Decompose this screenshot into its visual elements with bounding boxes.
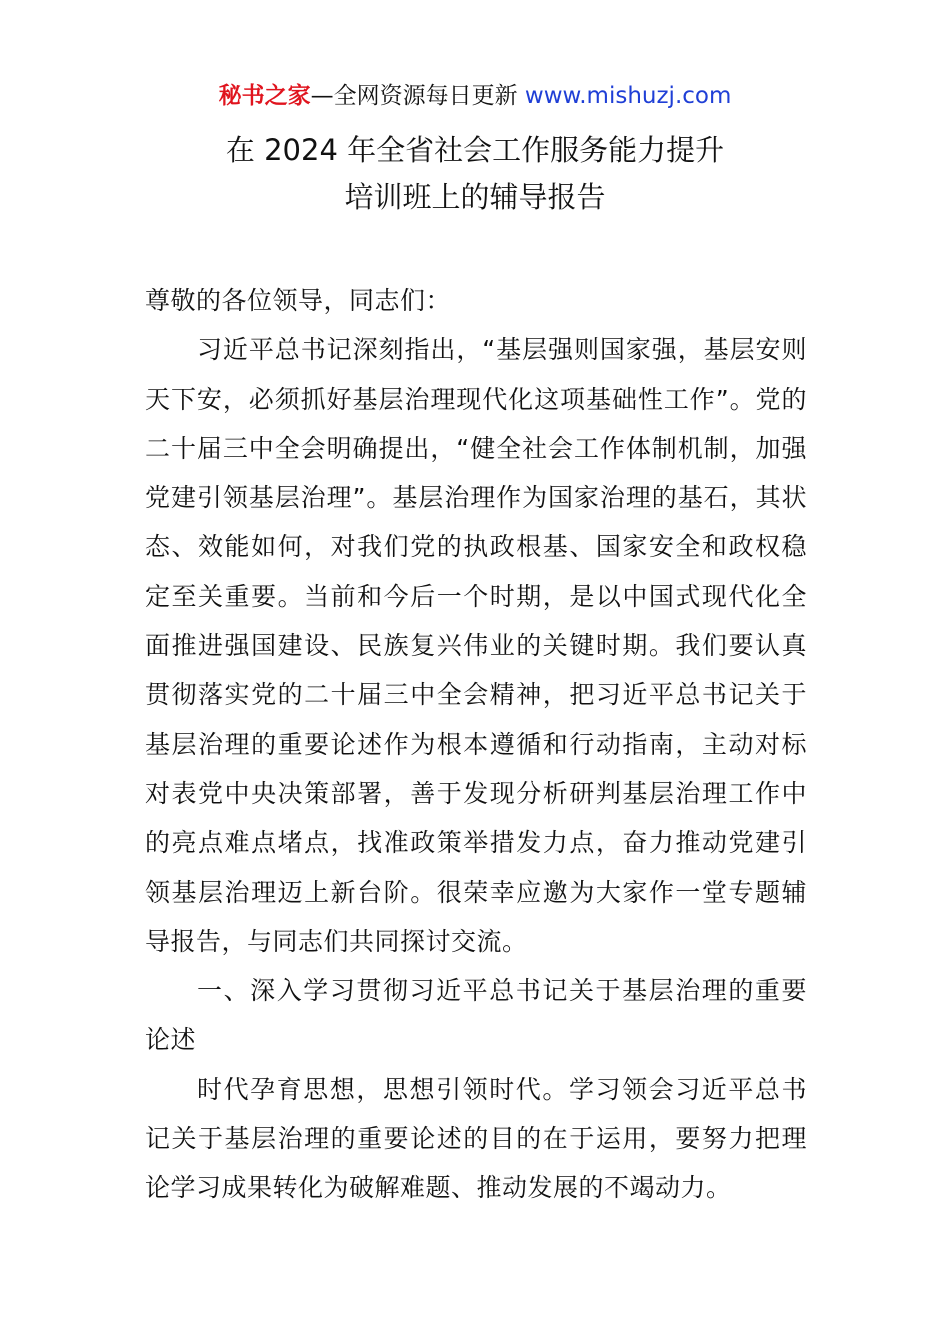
- paragraph-section-1: 时代孕育思想，思想引领时代。学习领会习近平总书记关于基层治理的重要论述的目的在于运用，要努力把理论学习成果转化为破解难题、推动发展的不竭动力。: [145, 1074, 807, 1203]
- document-body: [145, 276, 807, 1213]
- section-heading-1: 一、深入学习贯彻习近平总书记关于基层治理的重要论述: [145, 976, 807, 1055]
- site-header: [0, 80, 950, 112]
- site-url-link[interactable]: www.mishuzj.com: [524, 83, 732, 109]
- document-title-line-2: 培训班上的辅导报告: [344, 180, 606, 214]
- salutation: 尊敬的各位领导，同志们：: [145, 286, 452, 315]
- document-title-line-1: 在 2024 年全省社会工作服务能力提升: [225, 133, 725, 167]
- header-tagline: —全网资源每日更新: [310, 83, 525, 109]
- paragraph-intro: 习近平总书记深刻指出，“基层强则国家强，基层安则天下安，必须抓好基层治理现代化这项基础性工作”。党的二十届三中全会明确提出，“健全社会工作体制机制，加强党建引领基层治理”。基层治理作为国家治理的基石，其状态、效能如何，对我们党的执政根基、国家安全和政权稳定至关重要。当前和今后一个时期，是以中国式现代化全面推进强国建设、民族复兴伟业的关键时期。我们要认真贯彻落实党的二十届三中全会精神，把习近平总书记关于基层治理的重要论述作为根本遵循和行动指南，主动对标对表党中央决策部署，善于发现分析研判基层治理工作中的亮点难点堵点，找准政策举措发力点，奋力推动党建引领基层治理迈上新台阶。很荣幸应邀为大家作一堂专题辅导报告，与同志们共同探讨交流。: [145, 335, 807, 956]
- brand-name: 秘书之家: [218, 83, 311, 109]
